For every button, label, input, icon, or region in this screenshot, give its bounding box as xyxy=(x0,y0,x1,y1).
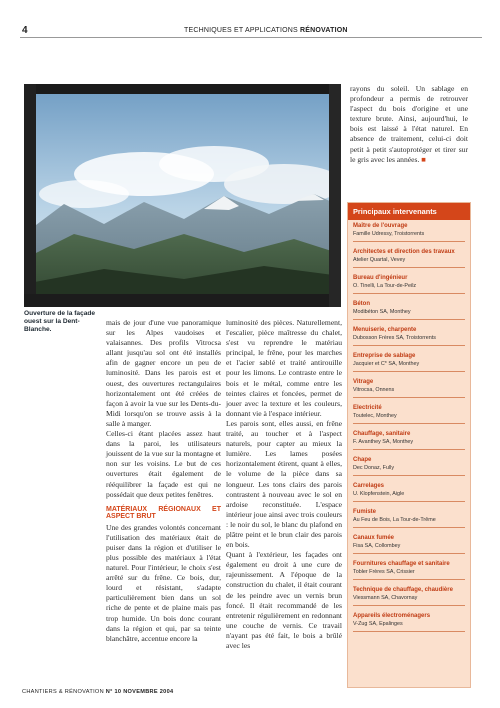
contributor-role: Fournitures chauffage et sanitaire xyxy=(353,561,450,567)
article-paragraph: Celles-ci étant placées assez haut dans la paroi, les utilisateurs jouissent de la vue sur la montagne et non sur les voisins. Le but de ces ouvertures était également de rééquilibrer la façade est qui ne possédait que deux petites fenêtres. xyxy=(106,429,221,499)
article-paragraph: Quant à l'extérieur, les façades ont également eu droit à une cure de rajeunissement. A l'époque de la construction du chalet, il était courant de les peindre avec un vernis brun foncé. Il était recommandé de les entretenir régulièrement en redonnant une couche de vernis. Ce travail n'ayant pas été fait, le bois a brûlé avec les xyxy=(226,550,342,650)
contributor-name: Vitrocsa, Onnens xyxy=(353,387,395,393)
article-paragraph xyxy=(350,84,468,165)
contributor-divider xyxy=(353,371,465,372)
contributor-divider xyxy=(353,449,465,450)
contributor-divider xyxy=(353,605,465,606)
article-paragraph: Les parois sont, elles aussi, en frêne traité, au toucher et à l'aspect naturels, pour capter au mieux la lumière. Les lames posées horizontalement étirent, quant à elles, le volume de la pièce dans sa longueur. Les tons clairs des parois contrastent à nouveau avec le sol en ardoise reconstituée. L'espace intérieur joue ainsi avec trois couleurs : le noir du sol, le blanc du plafond en plâtre peint et le brun clair des parois en bois. xyxy=(226,418,342,550)
mountain-window-photo xyxy=(24,84,341,307)
contributor-name: Dec Donaz, Fully xyxy=(353,465,395,471)
contributor-role: Canaux fumée xyxy=(353,535,395,541)
article-paragraph: mais de jour d'une vue panoramique sur les Alpes vaudoises et valaisannes. Des profils Vitrocsa allant jusqu'au sol ont été installés afin de gagner encore un peu de luminosité. Dans les parois est et ouest, des ouvertures rectangulaires horizontalement ont été créées de façon à avoir la vue sur les Dents-du-Midi lorsqu'on se trouve assis à la salle à manger. xyxy=(106,318,221,428)
running-header-section: TECHNIQUES ET APPLICATIONS xyxy=(184,27,298,34)
contributor-item xyxy=(353,509,465,528)
contributor-role: Chape xyxy=(353,457,372,463)
contributors-sidebar xyxy=(347,202,471,688)
contributor-role: Béton xyxy=(353,301,370,307)
contributor-name: O. Tinelli, La Tour-de-Peilz xyxy=(353,283,417,289)
sidebar-title: Principaux intervenants xyxy=(348,203,470,220)
contributor-divider xyxy=(353,501,465,502)
contributor-item xyxy=(353,535,465,554)
article-paragraph-text: rayons du soleil. Un sablage en profondeur a permis de retrouver l'aspect du bois d'origine et une texture brute. Ainsi, aujourd'hui, le bois est laissé à l'état naturel. En absence de traitement, celui-ci doit petit à petit s'autoprotéger et tirer sur le gris avec les années. xyxy=(350,84,468,164)
contributor-role: Vitrage xyxy=(353,379,374,385)
contributor-name: Jacquier et C* SA, Monthey xyxy=(353,361,420,367)
contributor-name: Modibéton SA, Monthey xyxy=(353,309,411,315)
contributor-role: Entreprise de sablage xyxy=(353,353,416,359)
contributor-item xyxy=(353,275,465,294)
section-subheading: MATÉRIAUX RÉGIONAUX ET ASPECT BRUT xyxy=(106,505,221,520)
contributor-item xyxy=(353,587,465,606)
contributor-name: F. Avanthey SA, Monthey xyxy=(353,439,414,445)
contributor-divider xyxy=(353,527,465,528)
page-number: 4 xyxy=(22,25,28,36)
contributor-role: Chauffage, sanitaire xyxy=(353,431,411,437)
contributor-divider xyxy=(353,475,465,476)
contributor-divider xyxy=(353,423,465,424)
contributor-role: Technique de chauffage, chaudière xyxy=(353,587,453,593)
article-paragraph: Une des grandes volontés concernant l'utilisation des matériaux était de puiser dans la région et d'utiliser le plus possible des matériaux à l'état naturel. Pour l'intérieur, le choix s'est arrêté sur du frêne. Ce bois, dur, lourd et résistant, s'adapte particulièrement bien dans un sol riche de pente et de plaine mais pas trop humide. Un bois donc courant dans la région et qui, par sa teinte blanchâtre, accentue encore la xyxy=(106,522,221,643)
end-of-article-mark: ■ xyxy=(421,154,426,164)
contributor-item xyxy=(353,457,465,476)
contributor-role: Bureau d'ingénieur xyxy=(353,275,408,281)
contributor-name: U. Klopfenstein, Aigle xyxy=(353,491,405,497)
running-header xyxy=(184,27,348,34)
contributor-item xyxy=(353,405,465,424)
contributor-name: Famille Udressy, Troistorrents xyxy=(353,231,425,237)
contributor-role: Architectes et direction des travaux xyxy=(353,249,455,255)
contributor-item xyxy=(353,353,465,372)
contributor-item xyxy=(353,379,465,398)
contributor-role: Appareils électroménagers xyxy=(353,613,431,619)
contributor-divider xyxy=(353,397,465,398)
contributor-item xyxy=(353,613,465,632)
contributor-divider xyxy=(353,293,465,294)
contributor-name: Toutelec, Monthey xyxy=(353,413,397,419)
contributor-item xyxy=(353,249,465,268)
contributor-role: Menuiserie, charpente xyxy=(353,327,417,333)
contributor-divider xyxy=(353,319,465,320)
contributor-divider xyxy=(353,241,465,242)
contributor-divider xyxy=(353,553,465,554)
contributor-item xyxy=(353,327,465,346)
contributor-role: Maître de l'ouvrage xyxy=(353,223,408,229)
footer-issue: N° 10 NOVEMBRE 2004 xyxy=(105,689,174,695)
contributor-name: Viessmann SA, Chavornay xyxy=(353,595,418,601)
contributor-item xyxy=(353,483,465,502)
contributor-item xyxy=(353,301,465,320)
contributor-role: Carrelages xyxy=(353,483,385,489)
contributor-name: Au Feu de Bois, La Tour-de-Trême xyxy=(353,517,436,523)
contributor-divider xyxy=(353,267,465,268)
contributor-name: V-Zug SA, Epalinges xyxy=(353,621,403,627)
article-column-2 xyxy=(226,318,342,651)
article-paragraph: luminosité des pièces. Naturellement, l'escalier, pièce maîtresse du chalet, s'est vu reprendre le matériau principal, le frêne, pour les marches et l'acier sablé et traité antirouille pour les limons. Le contraste entre le bois et le métal, comme entre les teintes claires et foncées, permet de jouer avec la texture et les couleurs, donnant vie à l'espace intérieur. xyxy=(226,318,342,418)
running-header-section-bold: RÉNOVATION xyxy=(300,27,348,34)
article-column-3 xyxy=(350,84,468,165)
footer-magazine: CHANTIERS & RÉNOVATION xyxy=(22,689,104,695)
contributor-divider xyxy=(353,631,465,632)
article-column-1 xyxy=(106,318,221,644)
contributor-role: Electricité xyxy=(353,405,382,411)
contributor-name: Atelier Quartal, Vevey xyxy=(353,257,406,263)
photo-caption: Ouverture de la façade ouest sur la Dent-Blanche. xyxy=(24,310,96,334)
contributor-role: Fumiste xyxy=(353,509,377,515)
contributors-list xyxy=(348,220,470,642)
contributor-divider xyxy=(353,579,465,580)
contributor-name: Dubosson Frères SA, Troistorrents xyxy=(353,335,436,341)
contributor-divider xyxy=(353,345,465,346)
contributor-item xyxy=(353,223,465,242)
contributor-item xyxy=(353,561,465,580)
contributor-name: Tobler Frères SA, Crissier xyxy=(353,569,415,575)
contributor-name: Fisa SA, Collombey xyxy=(353,543,401,549)
contributor-item xyxy=(353,431,465,450)
page-footer xyxy=(22,689,173,695)
header-divider xyxy=(20,37,482,38)
